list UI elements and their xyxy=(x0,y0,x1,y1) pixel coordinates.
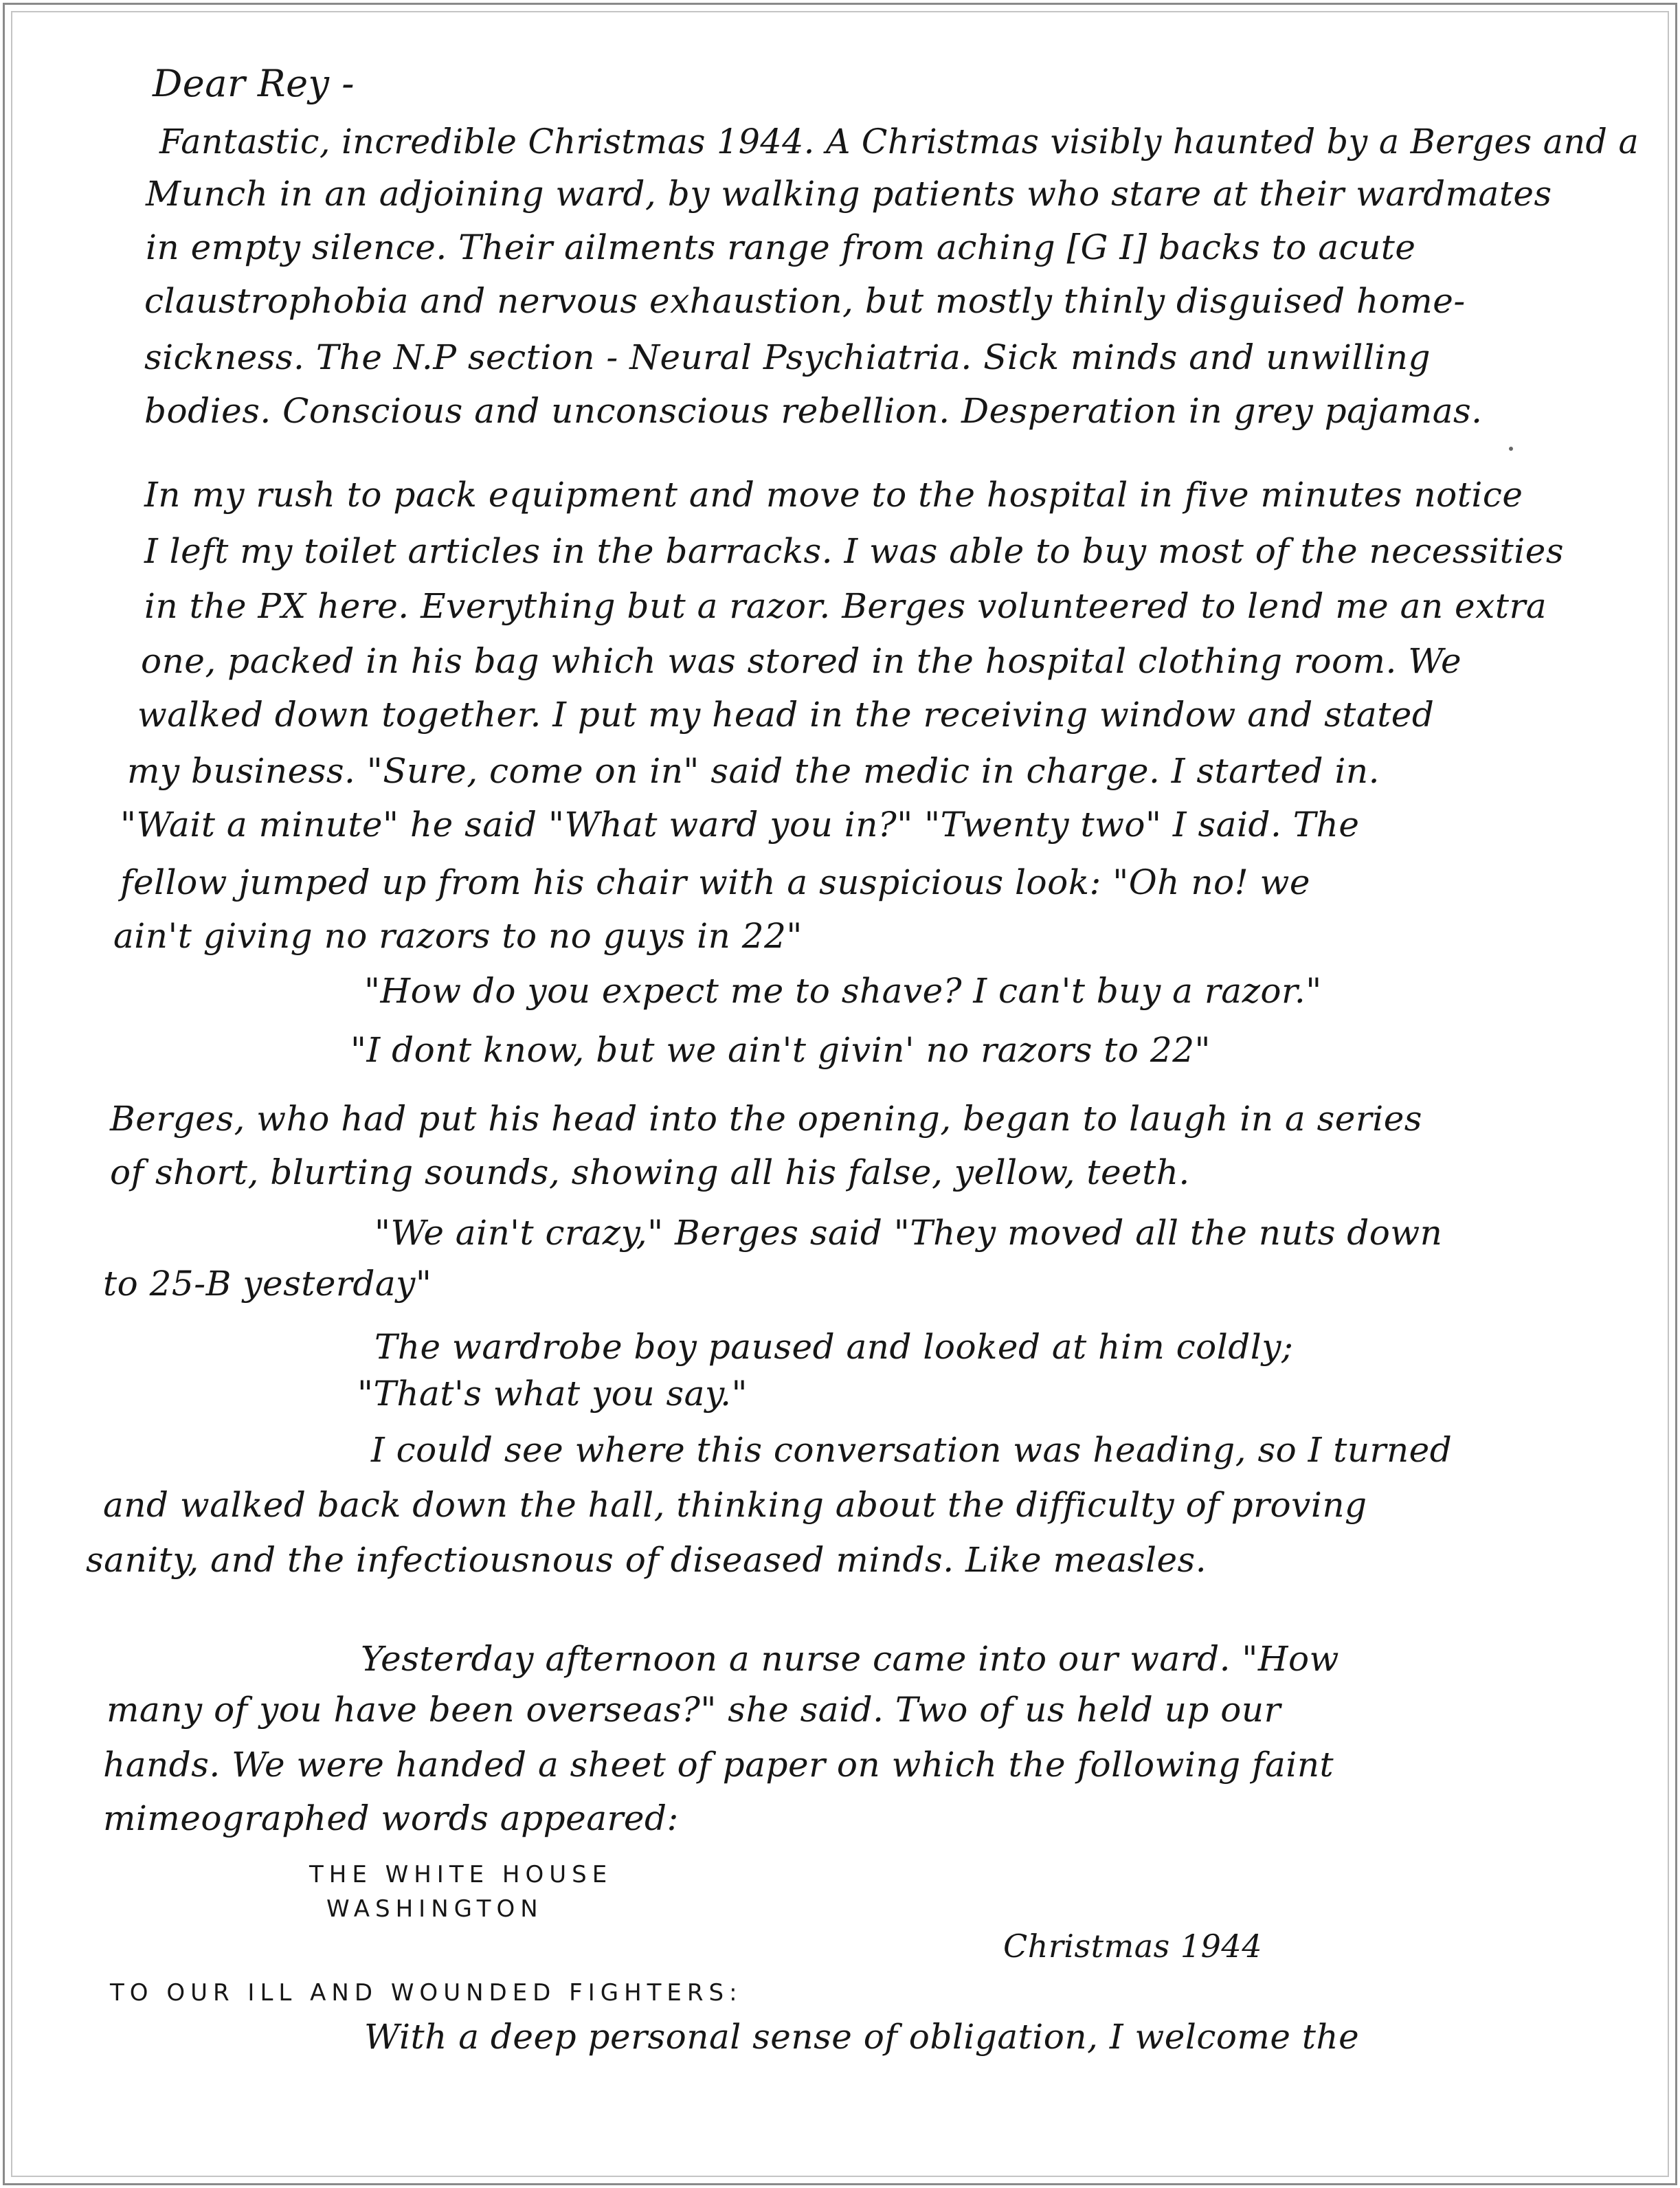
paragraph2-line-12: Berges, who had put his head into the opening, began to laugh in a series xyxy=(110,1099,1422,1139)
paragraph2-line-17: "That's what you say." xyxy=(357,1374,748,1414)
paragraph2-line-2: I left my toilet articles in the barracks. I was able to buy most of the necessities xyxy=(144,531,1564,571)
paragraph1-line-4: claustrophobia and nervous exhaustion, but mostly thinly disguised home- xyxy=(144,281,1466,321)
paragraph3-line-4: mimeographed words appeared: xyxy=(103,1798,679,1838)
paragraph2-line-6: my business. "Sure, come on in" said the medic in charge. I started in. xyxy=(127,751,1380,791)
paragraph2-line-14: "We ain't crazy," Berges said "They moved all the nuts down xyxy=(374,1213,1443,1253)
paragraph1-line-5: sickness. The N.P section - Neural Psychiatria. Sick minds and unwilling xyxy=(144,337,1431,377)
paragraph2-line-8: fellow jumped up from his chair with a suspicious look: "Oh no! we xyxy=(120,862,1310,902)
paragraph2-line-3: in the PX here. Everything but a razor. Berges volunteered to lend me an extra xyxy=(144,586,1547,626)
paragraph2-line-13: of short, blurting sounds, showing all his false, yellow, teeth. xyxy=(110,1152,1190,1192)
memo-org-line-1: THE WHITE HOUSE xyxy=(309,1861,613,1888)
memo-address: TO OUR ILL AND WOUNDED FIGHTERS: xyxy=(110,1979,743,2007)
paragraph3-line-3: hands. We were handed a sheet of paper on which the following faint xyxy=(103,1745,1334,1785)
paragraph2-line-11: "I dont know, but we ain't givin' no razors to 22" xyxy=(350,1030,1211,1070)
paragraph2-line-20: sanity, and the infectiousnous of diseased minds. Like measles. xyxy=(86,1540,1207,1580)
paragraph3-line-1: Yesterday afternoon a nurse came into our ward. "How xyxy=(361,1639,1339,1679)
paragraph2-line-1: In my rush to pack equipment and move to the hospital in five minutes notice xyxy=(144,475,1523,515)
memo-date: Christmas 1944 xyxy=(1003,1928,1262,1965)
paragraph1-line-2: Munch in an adjoining ward, by walking patients who stare at their wardmates xyxy=(146,174,1552,214)
salutation: Dear Rey - xyxy=(153,62,355,105)
paragraph1-line-1: Fantastic, incredible Christmas 1944. A Christmas visibly haunted by a Berges and a xyxy=(159,122,1639,161)
page-border-inner xyxy=(11,11,1669,2177)
paragraph2-line-5: walked down together. I put my head in the receiving window and stated xyxy=(137,695,1435,735)
paragraph1-line-6: bodies. Conscious and unconscious rebellion. Desperation in grey pajamas. xyxy=(144,391,1483,431)
paragraph2-line-10: "How do you expect me to shave? I can't buy a razor." xyxy=(364,971,1322,1011)
paragraph2-line-9: ain't giving no razors to no guys in 22" xyxy=(113,916,803,956)
paragraph3-line-2: many of you have been overseas?" she said. Two of us held up our xyxy=(107,1690,1281,1730)
paragraph2-line-18: I could see where this conversation was heading, so I turned xyxy=(371,1430,1453,1470)
paragraph2-line-15: to 25-B yesterday" xyxy=(103,1264,432,1304)
ink-speck xyxy=(1509,447,1513,451)
paragraph2-line-19: and walked back down the hall, thinking about the difficulty of proving xyxy=(103,1485,1367,1525)
paragraph2-line-7: "Wait a minute" he said "What ward you in?" "Twenty two" I said. The xyxy=(120,805,1360,845)
memo-org-line-2: WASHINGTON xyxy=(326,1895,544,1923)
paragraph2-line-16: The wardrobe boy paused and looked at him coldly; xyxy=(374,1327,1294,1367)
paragraph1-line-3: in empty silence. Their ailments range from aching [G I] backs to acute xyxy=(146,227,1416,267)
memo-opening-line: With a deep personal sense of obligation, I welcome the xyxy=(364,2017,1360,2057)
paragraph2-line-4: one, packed in his bag which was stored in the hospital clothing room. We xyxy=(141,641,1462,681)
